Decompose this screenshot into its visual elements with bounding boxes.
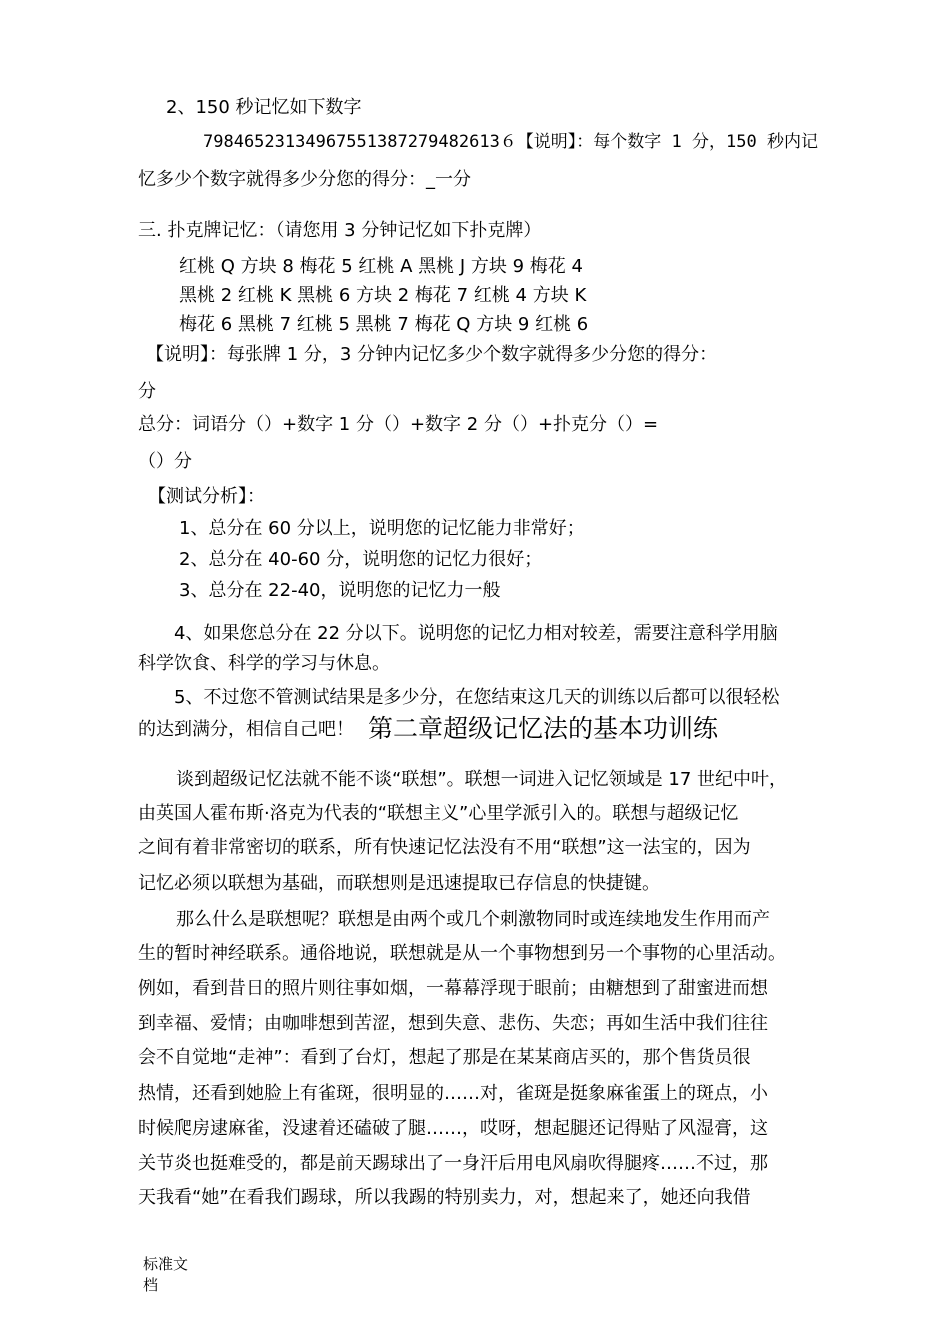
poker-cards-row: 梅花 6 黑桃 7 红桃 5 黑桃 7 梅花 Q 方块 9 红桃 6 — [179, 314, 589, 335]
poker-score-unit: 分 — [138, 381, 156, 402]
analysis-item-4: 4、如果您总分在 22 分以下。说明您的记忆力相对较差，需要注意科学用脑 — [174, 623, 778, 644]
chapter-para2-line: 热情，还看到她脸上有雀斑，很明显的……对，雀斑是挺象麻雀蛋上的斑点，小 — [138, 1083, 768, 1104]
chapter-para2-line: 会不自觉地“走神”：看到了台灯，想起了那是在某某商店买的，那个售货员很 — [138, 1047, 751, 1068]
digits-sequence-line: 79846523134967551387279482613６【说明】：每个数字 1 分，150 秒内记 — [203, 132, 818, 152]
chapter-para2-line: 到幸福、爱情；由咖啡想到苦涩，想到失意、悲伤、失恋；再如生活中我们往往 — [138, 1013, 768, 1034]
chapter-para1-line: 记忆必须以联想为基础，而联想则是迅速提取已存信息的快捷键。 — [138, 873, 660, 894]
chapter-para2-line: 关节炎也挺难受的，都是前天踢球出了一身汗后用电风扇吹得腿疼……不过，那 — [138, 1153, 768, 1174]
poker-section-title: 三. 扑克牌记忆：（请您用 3 分钟记忆如下扑克牌） — [138, 220, 542, 241]
chapter-para2-line: 那么什么是联想呢？联想是由两个或几个刺激物同时或连续地发生作用而产 — [176, 909, 770, 930]
analysis-item-5: 5、不过您不管测试结果是多少分，在您结束这几天的训练以后都可以很轻松 — [174, 687, 780, 708]
poker-score-note: 【说明】：每张牌 1 分，3 分钟内记忆多少个数字就得多少分您的得分： — [146, 344, 718, 365]
analysis-item-5-cont: 的达到满分，相信自己吧！ — [138, 719, 354, 740]
chapter-para2-line: 时候爬房逮麻雀，没逮着还磕破了腿……，哎呀，想起腿还记得贴了风湿膏，这 — [138, 1118, 768, 1139]
analysis-item: 1、总分在 60 分以上，说明您的记忆能力非常好； — [179, 518, 585, 539]
chapter-para1-line: 之间有着非常密切的联系，所有快速记忆法没有不用“联想”这一法宝的，因为 — [138, 837, 751, 858]
chapter-para1-line: 谈到超级记忆法就不能不谈“联想”。联想一词进入记忆领域是 17 世纪中叶， — [176, 769, 787, 790]
analysis-item-4-cont: 科学饮食、科学的学习与休息。 — [138, 653, 390, 674]
chapter-para2-line: 生的暂时神经联系。通俗地说，联想就是从一个事物想到另一个事物的心里活动。 — [138, 943, 786, 964]
footer-label: 标准文 — [143, 1255, 189, 1273]
analysis-item: 3、总分在 22-40，说明您的记忆力一般 — [179, 580, 501, 601]
poker-cards-row: 红桃 Q 方块 8 梅花 5 红桃 A 黑桃 J 方块 9 梅花 4 — [179, 256, 583, 277]
chapter-title: 第二章超级记忆法的基本功训练 — [368, 714, 719, 743]
poker-cards-row: 黑桃 2 红桃 K 黑桃 6 方块 2 梅花 7 红桃 4 方块 K — [179, 285, 587, 306]
digits-score-line: 忆多少个数字就得多少分您的得分：_一分 — [138, 169, 471, 190]
chapter-para2-line: 例如，看到昔日的照片则往事如烟，一幕幕浮现于眼前；由糖想到了甜蜜进而想 — [138, 978, 768, 999]
analysis-item: 2、总分在 40-60 分，说明您的记忆力很好； — [179, 549, 543, 570]
analysis-title: 【测试分析】： — [148, 486, 265, 507]
total-score-formula: 总分：词语分（）+数字 1 分（）+数字 2 分（）+扑克分（）= — [138, 414, 659, 435]
chapter-para1-line: 由英国人霍布斯·洛克为代表的“联想主义”心里学派引入的。联想与超级记忆 — [138, 803, 739, 824]
total-score-result: （）分 — [138, 451, 192, 472]
digits-task-title: 2、150 秒记忆如下数字 — [166, 97, 362, 118]
chapter-para2-line: 天我看“她”在看我们踢球，所以我踢的特别卖力，对，想起来了，她还向我借 — [138, 1187, 751, 1208]
footer-label-cont: 档 — [143, 1276, 159, 1294]
